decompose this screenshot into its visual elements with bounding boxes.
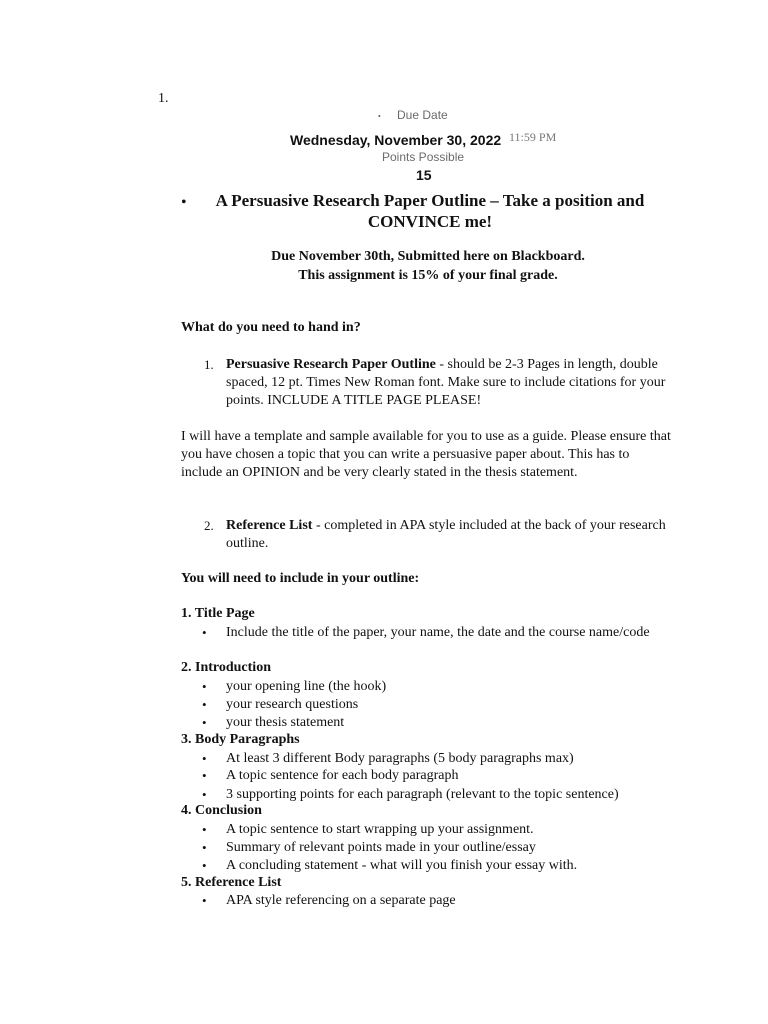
- list-item: A topic sentence to start wrapping up your assignment.: [226, 822, 534, 837]
- points-possible-value: 15: [416, 167, 432, 183]
- section-title: 2. Introduction: [181, 660, 271, 675]
- grade-line: This assignment is 15% of your final grade.: [298, 268, 558, 283]
- bullet-icon: •: [202, 858, 207, 873]
- bullet-icon: •: [202, 751, 207, 766]
- section-title: 3. Body Paragraphs: [181, 732, 300, 747]
- list-item: your research questions: [226, 697, 359, 712]
- list-item: A concluding statement - what will you finish your essay with.: [226, 858, 578, 873]
- list-item: APA style referencing on a separate page: [226, 893, 456, 908]
- item-text: - completed in APA style included at the back of your research outline.: [226, 518, 666, 551]
- due-time-value: 11:59 PM: [509, 130, 557, 144]
- list-item: Include the title of the paper, your name, the date and the course name/code: [226, 625, 650, 640]
- bullet-icon: •: [202, 787, 207, 802]
- list-item: A topic sentence for each body paragraph: [226, 768, 459, 783]
- section-title: 1. Title Page: [181, 606, 255, 621]
- section-title: 5. Reference List: [181, 875, 282, 890]
- bullet-icon: •: [202, 625, 207, 640]
- list-item: Summary of relevant points made in your outline/essay: [226, 840, 536, 855]
- bullet-icon: •: [202, 768, 207, 783]
- template-paragraph: I will have a template and sample available for you to use as a guide. Please ensure that you have chosen a topic that you can write a persuasive paper about. This has to include an OPINION and be very clearly stated in the thesis statement.: [181, 429, 671, 480]
- bullet-icon: •: [202, 697, 207, 712]
- bullet-icon: •: [181, 194, 187, 211]
- list-number: 1.: [158, 91, 169, 106]
- bullet-icon: •: [202, 822, 207, 837]
- item-text: - should be 2-3 Pages in length, double spaced, 12 pt. Times New Roman font. Make sure to include citations for your points. INCLUDE A TITLE PAGE PLEASE!: [226, 357, 666, 408]
- bullet-icon: •: [378, 112, 381, 121]
- item-label: Persuasive Research Paper Outline: [226, 357, 436, 372]
- bullet-icon: •: [202, 679, 207, 694]
- due-date-label: Due Date: [397, 108, 448, 122]
- hand-in-heading: What do you need to hand in?: [181, 320, 361, 335]
- list-item: 3 supporting points for each paragraph (relevant to the topic sentence): [226, 787, 619, 802]
- list-item: your thesis statement: [226, 715, 345, 730]
- bullet-icon: •: [202, 840, 207, 855]
- item-number: 1.: [204, 357, 214, 372]
- assignment-title: A Persuasive Research Paper Outline – Take a position and CONVINCE me!: [215, 191, 645, 231]
- item-label: Reference List: [226, 518, 313, 533]
- list-item: your opening line (the hook): [226, 679, 387, 694]
- due-line: Due November 30th, Submitted here on Blackboard.: [271, 249, 585, 264]
- points-possible-label: Points Possible: [382, 150, 465, 164]
- item-outline: [226, 356, 666, 410]
- bullet-icon: •: [202, 893, 207, 908]
- item-number: 2.: [204, 518, 214, 533]
- outline-heading: You will need to include in your outline:: [181, 571, 420, 586]
- item-reference: [226, 517, 666, 553]
- bullet-icon: •: [202, 715, 207, 730]
- list-item: At least 3 different Body paragraphs (5 body paragraphs max): [226, 751, 574, 766]
- due-date-value: Wednesday, November 30, 2022: [290, 132, 502, 148]
- section-title: 4. Conclusion: [181, 803, 262, 818]
